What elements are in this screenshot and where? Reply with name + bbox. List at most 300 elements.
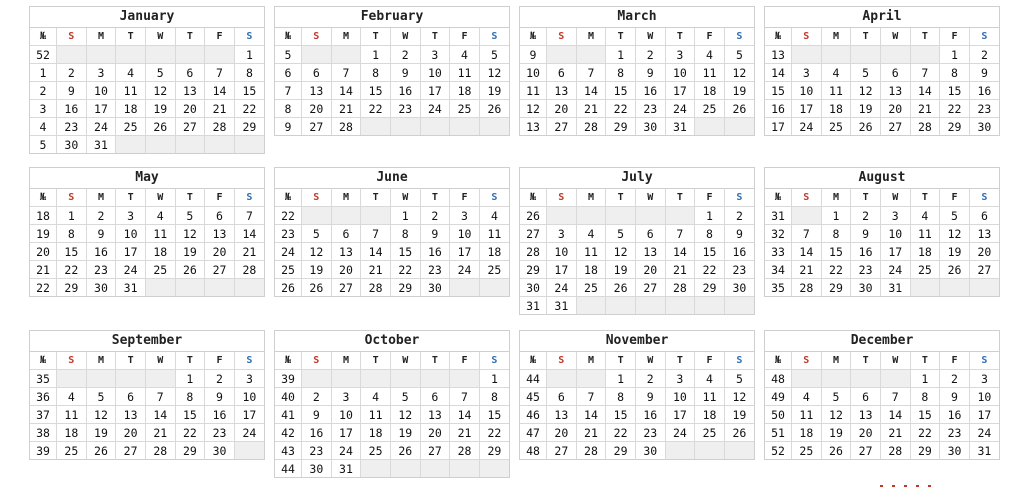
day-cell[interactable]: 10 <box>792 82 822 100</box>
day-cell[interactable]: 2 <box>635 46 665 64</box>
day-cell[interactable]: 6 <box>331 225 361 243</box>
day-cell[interactable]: 22 <box>479 424 509 442</box>
day-cell[interactable]: 7 <box>205 64 235 82</box>
day-cell[interactable]: 21 <box>361 261 391 279</box>
day-cell[interactable]: 15 <box>57 243 87 261</box>
day-cell[interactable]: 28 <box>234 261 264 279</box>
day-cell[interactable]: 12 <box>724 388 754 406</box>
day-cell[interactable]: 10 <box>665 388 695 406</box>
day-cell[interactable]: 25 <box>695 424 725 442</box>
day-cell[interactable]: 17 <box>450 243 480 261</box>
day-cell[interactable]: 26 <box>175 261 205 279</box>
day-cell[interactable]: 20 <box>969 243 999 261</box>
day-cell[interactable]: 13 <box>547 82 577 100</box>
day-cell[interactable]: 10 <box>969 388 999 406</box>
day-cell[interactable]: 30 <box>724 279 754 297</box>
day-cell[interactable]: 20 <box>420 424 450 442</box>
day-cell[interactable]: 23 <box>302 442 332 460</box>
day-cell[interactable]: 4 <box>792 388 822 406</box>
day-cell[interactable]: 22 <box>910 424 940 442</box>
day-cell[interactable]: 2 <box>390 46 420 64</box>
day-cell[interactable]: 7 <box>665 225 695 243</box>
day-cell[interactable]: 5 <box>175 207 205 225</box>
day-cell[interactable]: 28 <box>576 442 606 460</box>
day-cell[interactable]: 13 <box>175 82 205 100</box>
day-cell[interactable]: 1 <box>57 207 87 225</box>
day-cell[interactable]: 31 <box>86 136 116 154</box>
day-cell[interactable]: 8 <box>821 225 851 243</box>
day-cell[interactable]: 18 <box>576 261 606 279</box>
day-cell[interactable]: 2 <box>724 207 754 225</box>
day-cell[interactable]: 9 <box>420 225 450 243</box>
day-cell[interactable]: 22 <box>695 261 725 279</box>
day-cell[interactable]: 16 <box>969 82 999 100</box>
day-cell[interactable]: 23 <box>724 261 754 279</box>
day-cell[interactable]: 22 <box>606 424 636 442</box>
day-cell[interactable]: 28 <box>331 118 361 136</box>
day-cell[interactable]: 3 <box>665 370 695 388</box>
day-cell[interactable]: 3 <box>792 64 822 82</box>
day-cell[interactable]: 23 <box>969 100 999 118</box>
day-cell[interactable]: 20 <box>205 243 235 261</box>
day-cell[interactable]: 2 <box>420 207 450 225</box>
day-cell[interactable]: 6 <box>547 388 577 406</box>
day-cell[interactable]: 21 <box>450 424 480 442</box>
day-cell[interactable]: 4 <box>116 64 146 82</box>
day-cell[interactable]: 23 <box>635 424 665 442</box>
day-cell[interactable]: 15 <box>175 406 205 424</box>
day-cell[interactable]: 18 <box>361 424 391 442</box>
day-cell[interactable]: 2 <box>86 207 116 225</box>
day-cell[interactable]: 28 <box>450 442 480 460</box>
day-cell[interactable]: 11 <box>821 82 851 100</box>
day-cell[interactable]: 9 <box>57 82 87 100</box>
day-cell[interactable]: 5 <box>390 388 420 406</box>
day-cell[interactable]: 17 <box>86 100 116 118</box>
day-cell[interactable]: 29 <box>390 279 420 297</box>
day-cell[interactable]: 17 <box>234 406 264 424</box>
day-cell[interactable]: 24 <box>665 100 695 118</box>
day-cell[interactable]: 31 <box>977 443 992 458</box>
day-cell[interactable]: 25 <box>145 261 175 279</box>
day-cell[interactable]: 2 <box>205 370 235 388</box>
day-cell[interactable]: 21 <box>205 100 235 118</box>
day-cell[interactable]: 26 <box>86 442 116 460</box>
day-cell[interactable]: 12 <box>606 243 636 261</box>
day-cell[interactable]: 14 <box>880 406 910 424</box>
day-cell[interactable]: 21 <box>576 424 606 442</box>
day-cell[interactable]: 30 <box>205 442 235 460</box>
day-cell[interactable]: 18 <box>116 100 146 118</box>
day-cell[interactable]: 12 <box>175 225 205 243</box>
day-cell[interactable]: 12 <box>479 64 509 82</box>
day-cell[interactable]: 11 <box>57 406 87 424</box>
day-cell[interactable]: 12 <box>145 82 175 100</box>
day-cell[interactable]: 3 <box>234 370 264 388</box>
day-cell[interactable]: 1 <box>361 46 391 64</box>
day-cell[interactable]: 9 <box>302 406 332 424</box>
day-cell[interactable]: 13 <box>880 82 910 100</box>
day-cell[interactable]: 16 <box>205 406 235 424</box>
day-cell[interactable]: 8 <box>57 225 87 243</box>
day-cell[interactable]: 10 <box>665 64 695 82</box>
day-cell[interactable]: 16 <box>724 243 754 261</box>
day-cell[interactable]: 25 <box>792 442 822 460</box>
day-cell[interactable]: 20 <box>116 424 146 442</box>
day-cell[interactable]: 8 <box>606 388 636 406</box>
day-cell[interactable]: 13 <box>205 225 235 243</box>
day-cell[interactable]: 29 <box>234 118 264 136</box>
day-cell[interactable]: 25 <box>450 100 480 118</box>
day-cell[interactable]: 8 <box>940 64 970 82</box>
day-cell[interactable]: 31 <box>547 297 577 315</box>
day-cell[interactable]: 28 <box>665 279 695 297</box>
day-cell[interactable]: 4 <box>821 64 851 82</box>
day-cell[interactable]: 29 <box>479 442 509 460</box>
day-cell[interactable]: 6 <box>851 388 881 406</box>
day-cell[interactable]: 25 <box>910 261 940 279</box>
day-cell[interactable]: 31 <box>880 279 910 297</box>
day-cell[interactable]: 25 <box>576 279 606 297</box>
day-cell[interactable]: 29 <box>57 279 87 297</box>
day-cell[interactable]: 24 <box>86 118 116 136</box>
day-cell[interactable]: 6 <box>547 64 577 82</box>
day-cell[interactable]: 26 <box>851 118 881 136</box>
day-cell[interactable]: 24 <box>969 424 999 442</box>
day-cell[interactable]: 27 <box>116 442 146 460</box>
day-cell[interactable]: 31 <box>116 279 146 297</box>
day-cell[interactable]: 3 <box>116 207 146 225</box>
day-cell[interactable]: 26 <box>724 100 754 118</box>
day-cell[interactable]: 11 <box>792 406 822 424</box>
day-cell[interactable]: 15 <box>606 82 636 100</box>
day-cell[interactable]: 21 <box>665 261 695 279</box>
day-cell[interactable]: 13 <box>969 225 999 243</box>
day-cell[interactable]: 8 <box>234 64 264 82</box>
day-cell[interactable]: 19 <box>821 424 851 442</box>
day-cell[interactable]: 18 <box>57 424 87 442</box>
day-cell[interactable]: 26 <box>940 261 970 279</box>
day-cell[interactable]: 5 <box>940 207 970 225</box>
day-cell[interactable]: 6 <box>880 64 910 82</box>
day-cell[interactable]: 10 <box>450 225 480 243</box>
day-cell[interactable]: 24 <box>420 100 450 118</box>
day-cell[interactable]: 14 <box>145 406 175 424</box>
day-cell[interactable]: 18 <box>145 243 175 261</box>
day-cell[interactable]: 4 <box>450 46 480 64</box>
day-cell[interactable]: 14 <box>665 243 695 261</box>
day-cell[interactable]: 9 <box>940 388 970 406</box>
day-cell[interactable]: 3 <box>665 46 695 64</box>
day-cell[interactable]: 13 <box>420 406 450 424</box>
day-cell[interactable]: 12 <box>302 243 332 261</box>
day-cell[interactable]: 17 <box>547 261 577 279</box>
day-cell[interactable]: 30 <box>635 442 665 460</box>
day-cell[interactable]: 28 <box>880 442 910 460</box>
day-cell[interactable]: 1 <box>606 370 636 388</box>
day-cell[interactable]: 14 <box>450 406 480 424</box>
day-cell[interactable]: 1 <box>390 207 420 225</box>
day-cell[interactable]: 19 <box>724 82 754 100</box>
day-cell[interactable]: 19 <box>851 100 881 118</box>
day-cell[interactable]: 20 <box>302 100 332 118</box>
day-cell[interactable]: 5 <box>86 388 116 406</box>
day-cell[interactable]: 2 <box>302 388 332 406</box>
day-cell[interactable]: 10 <box>880 225 910 243</box>
day-cell[interactable]: 6 <box>175 64 205 82</box>
day-cell[interactable]: 8 <box>479 388 509 406</box>
day-cell[interactable]: 20 <box>547 424 577 442</box>
day-cell[interactable]: 19 <box>145 100 175 118</box>
day-cell[interactable]: 15 <box>821 243 851 261</box>
day-cell[interactable]: 14 <box>205 82 235 100</box>
day-cell[interactable]: 27 <box>880 118 910 136</box>
day-cell[interactable]: 21 <box>792 261 822 279</box>
day-cell[interactable]: 25 <box>479 261 509 279</box>
day-cell[interactable]: 15 <box>940 82 970 100</box>
day-cell[interactable]: 22 <box>606 100 636 118</box>
day-cell[interactable]: 26 <box>479 100 509 118</box>
day-cell[interactable]: 2 <box>57 64 87 82</box>
day-cell[interactable]: 7 <box>234 207 264 225</box>
day-cell[interactable]: 28 <box>361 279 391 297</box>
day-cell[interactable]: 23 <box>420 261 450 279</box>
day-cell[interactable]: 13 <box>851 406 881 424</box>
day-cell[interactable]: 29 <box>821 279 851 297</box>
day-cell[interactable]: 22 <box>175 424 205 442</box>
day-cell[interactable]: 15 <box>390 243 420 261</box>
day-cell[interactable]: 20 <box>880 100 910 118</box>
day-cell[interactable]: 17 <box>792 100 822 118</box>
day-cell[interactable]: 9 <box>635 64 665 82</box>
day-cell[interactable]: 31 <box>331 460 361 478</box>
day-cell[interactable]: 19 <box>940 243 970 261</box>
day-cell[interactable]: 15 <box>479 406 509 424</box>
day-cell[interactable]: 16 <box>302 424 332 442</box>
day-cell[interactable]: 11 <box>695 388 725 406</box>
day-cell[interactable]: 29 <box>175 442 205 460</box>
day-cell[interactable]: 17 <box>420 82 450 100</box>
day-cell[interactable]: 23 <box>205 424 235 442</box>
day-cell[interactable]: 18 <box>450 82 480 100</box>
day-cell[interactable]: 23 <box>940 424 970 442</box>
day-cell[interactable]: 13 <box>302 82 332 100</box>
day-cell[interactable]: 16 <box>57 100 87 118</box>
day-cell[interactable]: 21 <box>576 100 606 118</box>
day-cell[interactable]: 21 <box>234 243 264 261</box>
day-cell[interactable]: 30 <box>635 118 665 136</box>
day-cell[interactable]: 2 <box>851 207 881 225</box>
day-cell[interactable]: 7 <box>880 388 910 406</box>
day-cell[interactable]: 1 <box>695 207 725 225</box>
day-cell[interactable]: 24 <box>116 261 146 279</box>
day-cell[interactable]: 14 <box>361 243 391 261</box>
day-cell[interactable]: 22 <box>234 100 264 118</box>
day-cell[interactable]: 21 <box>331 100 361 118</box>
day-cell[interactable]: 6 <box>635 225 665 243</box>
day-cell[interactable]: 18 <box>910 243 940 261</box>
day-cell[interactable]: 3 <box>420 46 450 64</box>
day-cell[interactable]: 22 <box>940 100 970 118</box>
day-cell[interactable]: 14 <box>910 82 940 100</box>
day-cell[interactable]: 10 <box>420 64 450 82</box>
day-cell[interactable]: 4 <box>695 370 725 388</box>
day-cell[interactable]: 16 <box>420 243 450 261</box>
day-cell[interactable]: 21 <box>145 424 175 442</box>
day-cell[interactable]: 4 <box>576 225 606 243</box>
day-cell[interactable]: 20 <box>851 424 881 442</box>
day-cell[interactable]: 30 <box>420 279 450 297</box>
day-cell[interactable]: 17 <box>116 243 146 261</box>
day-cell[interactable]: 26 <box>302 279 332 297</box>
day-cell[interactable]: 3 <box>86 64 116 82</box>
day-cell[interactable]: 27 <box>205 261 235 279</box>
day-cell[interactable]: 26 <box>821 442 851 460</box>
day-cell[interactable]: 5 <box>851 64 881 82</box>
day-cell[interactable]: 20 <box>547 100 577 118</box>
day-cell[interactable]: 1 <box>940 46 970 64</box>
day-cell[interactable]: 9 <box>86 225 116 243</box>
day-cell[interactable]: 17 <box>665 82 695 100</box>
day-cell[interactable]: 19 <box>175 243 205 261</box>
day-cell[interactable]: 10 <box>331 406 361 424</box>
day-cell[interactable]: 23 <box>635 100 665 118</box>
day-cell[interactable]: 6 <box>969 207 999 225</box>
day-cell[interactable]: 29 <box>606 442 636 460</box>
day-cell[interactable]: 13 <box>331 243 361 261</box>
day-cell[interactable]: 29 <box>606 118 636 136</box>
day-cell[interactable]: 20 <box>635 261 665 279</box>
day-cell[interactable]: 2 <box>635 370 665 388</box>
day-cell[interactable]: 12 <box>86 406 116 424</box>
day-cell[interactable]: 4 <box>695 46 725 64</box>
day-cell[interactable]: 19 <box>86 424 116 442</box>
day-cell[interactable]: 24 <box>665 424 695 442</box>
day-cell[interactable]: 16 <box>635 406 665 424</box>
day-cell[interactable]: 20 <box>175 100 205 118</box>
day-cell[interactable]: 12 <box>851 82 881 100</box>
day-cell[interactable]: 19 <box>606 261 636 279</box>
day-cell[interactable]: 27 <box>302 118 332 136</box>
day-cell[interactable]: 24 <box>331 442 361 460</box>
day-cell[interactable]: 27 <box>547 118 577 136</box>
day-cell[interactable]: 6 <box>116 388 146 406</box>
day-cell[interactable]: 24 <box>547 279 577 297</box>
day-cell[interactable]: 26 <box>390 442 420 460</box>
day-cell[interactable]: 11 <box>576 243 606 261</box>
day-cell[interactable]: 15 <box>606 406 636 424</box>
day-cell[interactable]: 7 <box>792 225 822 243</box>
day-cell[interactable]: 26 <box>606 279 636 297</box>
day-cell[interactable]: 7 <box>361 225 391 243</box>
day-cell[interactable]: 28 <box>205 118 235 136</box>
day-cell[interactable]: 8 <box>910 388 940 406</box>
day-cell[interactable]: 4 <box>361 388 391 406</box>
day-cell[interactable]: 20 <box>331 261 361 279</box>
day-cell[interactable]: 1 <box>910 370 940 388</box>
day-cell[interactable]: 24 <box>880 261 910 279</box>
day-cell[interactable]: 30 <box>302 460 332 478</box>
day-cell[interactable]: 14 <box>576 406 606 424</box>
day-cell[interactable]: 11 <box>116 82 146 100</box>
day-cell[interactable]: 5 <box>724 46 754 64</box>
day-cell[interactable]: 16 <box>635 82 665 100</box>
day-cell[interactable]: 15 <box>695 243 725 261</box>
day-cell[interactable]: 1 <box>234 46 264 64</box>
day-cell[interactable]: 23 <box>390 100 420 118</box>
day-cell[interactable]: 28 <box>576 118 606 136</box>
day-cell[interactable]: 13 <box>547 406 577 424</box>
day-cell[interactable]: 3 <box>969 370 999 388</box>
day-cell[interactable]: 5 <box>724 370 754 388</box>
day-cell[interactable]: 18 <box>821 100 851 118</box>
day-cell[interactable]: 24 <box>792 118 822 136</box>
day-cell[interactable]: 7 <box>331 64 361 82</box>
day-cell[interactable]: 8 <box>606 64 636 82</box>
day-cell[interactable]: 17 <box>969 406 999 424</box>
day-cell[interactable]: 16 <box>940 406 970 424</box>
day-cell[interactable]: 10 <box>86 82 116 100</box>
day-cell[interactable]: 25 <box>57 442 87 460</box>
day-cell[interactable]: 10 <box>116 225 146 243</box>
day-cell[interactable]: 9 <box>724 225 754 243</box>
day-cell[interactable]: 8 <box>695 225 725 243</box>
day-cell[interactable]: 10 <box>234 388 264 406</box>
day-cell[interactable]: 4 <box>145 207 175 225</box>
day-cell[interactable]: 11 <box>695 64 725 82</box>
day-cell[interactable]: 27 <box>547 442 577 460</box>
day-cell[interactable]: 11 <box>145 225 175 243</box>
day-cell[interactable]: 25 <box>821 118 851 136</box>
day-cell[interactable]: 25 <box>695 100 725 118</box>
day-cell[interactable]: 7 <box>576 64 606 82</box>
day-cell[interactable]: 9 <box>205 388 235 406</box>
day-cell[interactable]: 9 <box>851 225 881 243</box>
day-cell[interactable]: 7 <box>450 388 480 406</box>
day-cell[interactable]: 11 <box>479 225 509 243</box>
day-cell[interactable]: 4 <box>910 207 940 225</box>
day-cell[interactable]: 12 <box>821 406 851 424</box>
day-cell[interactable]: 14 <box>792 243 822 261</box>
day-cell[interactable]: 23 <box>851 261 881 279</box>
day-cell[interactable]: 2 <box>940 370 970 388</box>
day-cell[interactable]: 23 <box>86 261 116 279</box>
day-cell[interactable]: 28 <box>910 118 940 136</box>
day-cell[interactable]: 8 <box>175 388 205 406</box>
day-cell[interactable]: 29 <box>940 118 970 136</box>
day-cell[interactable]: 24 <box>234 424 264 442</box>
day-cell[interactable]: 11 <box>910 225 940 243</box>
day-cell[interactable]: 30 <box>977 119 992 134</box>
day-cell[interactable]: 21 <box>910 100 940 118</box>
day-cell[interactable]: 9 <box>969 64 999 82</box>
day-cell[interactable]: 18 <box>479 243 509 261</box>
day-cell[interactable]: 16 <box>851 243 881 261</box>
day-cell[interactable]: 18 <box>695 406 725 424</box>
day-cell[interactable]: 22 <box>390 261 420 279</box>
day-cell[interactable]: 1 <box>821 207 851 225</box>
day-cell[interactable]: 29 <box>910 442 940 460</box>
day-cell[interactable]: 24 <box>450 261 480 279</box>
day-cell[interactable]: 28 <box>145 442 175 460</box>
day-cell[interactable]: 1 <box>606 46 636 64</box>
day-cell[interactable]: 8 <box>390 225 420 243</box>
day-cell[interactable]: 9 <box>390 64 420 82</box>
day-cell[interactable]: 17 <box>880 243 910 261</box>
day-cell[interactable]: 29 <box>695 279 725 297</box>
day-cell[interactable]: 13 <box>116 406 146 424</box>
day-cell[interactable]: 14 <box>331 82 361 100</box>
